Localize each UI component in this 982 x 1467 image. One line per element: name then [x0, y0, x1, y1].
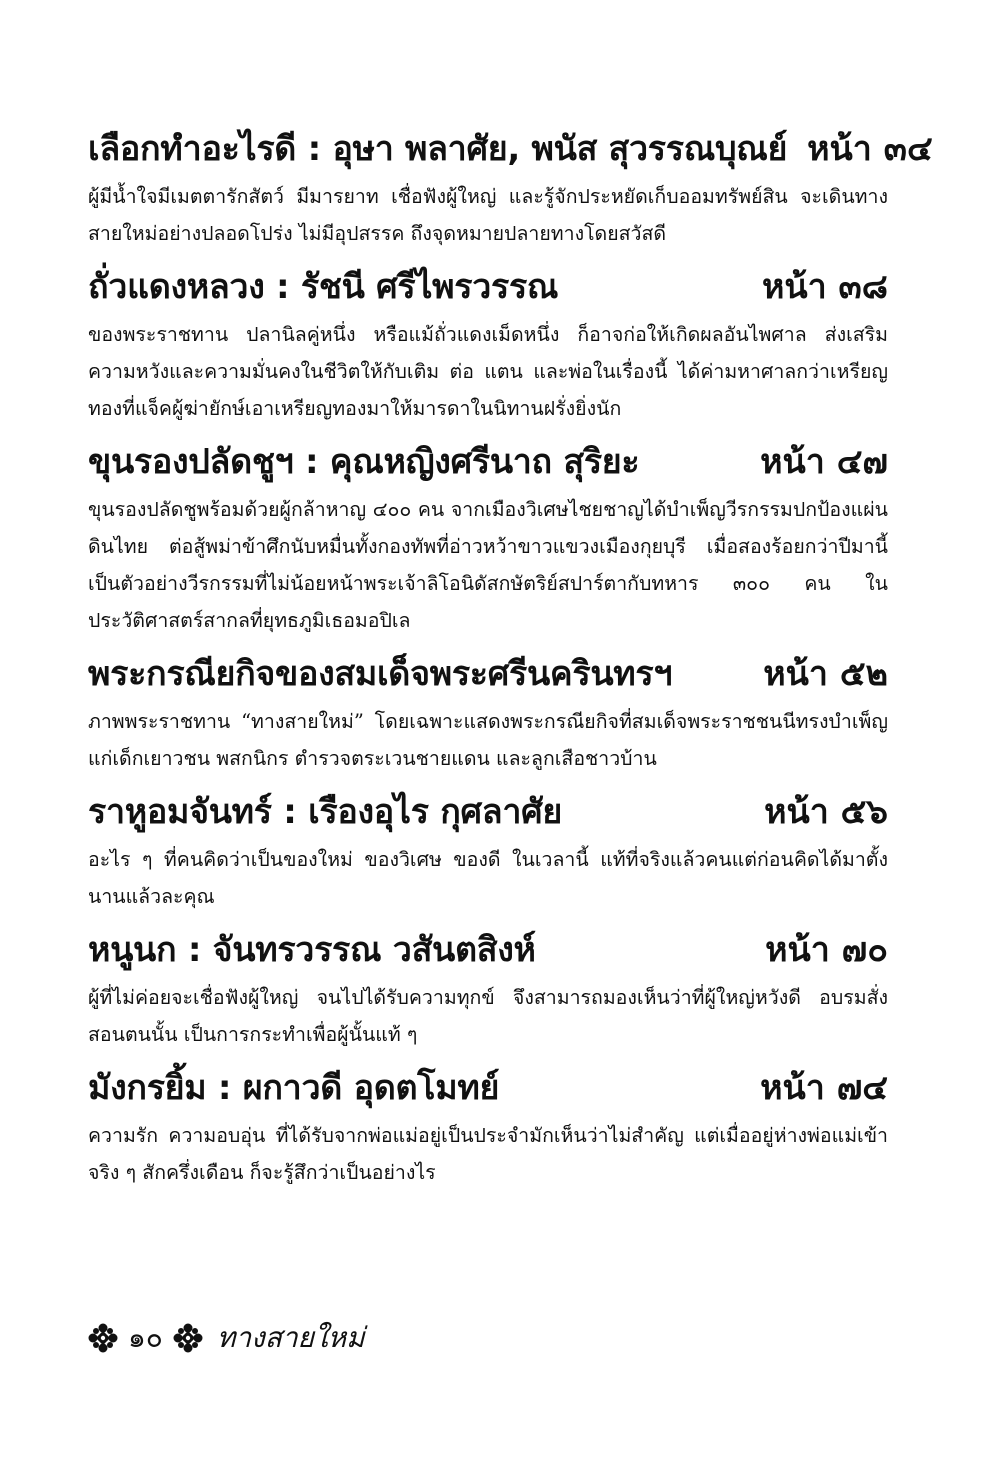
entry-heading — [88, 921, 888, 979]
entry-description: ของพระราชทาน ปลานิลคู่หนึ่ง หรือแม้ถั่วแดงเม็ดหนึ่ง ก็อาจก่อให้เกิดผลอันไพศาล ส่งเสริมความหวังและความมั่นคงในชีวิตให้กับเติม ต่อ แตน และพ่อในเรื่องนี้ ได้ค่ามหาศาลกว่าเหรียญทองที่แจ็คผู้ฆ่ายักษ์เอาเหรียญทองมาให้มารดาในนิทานฝรั่งยิ่งนัก — [88, 323, 888, 420]
entry-heading — [88, 1059, 888, 1117]
entry-page-number: หน้า ๗๔ — [760, 1068, 888, 1108]
entry-heading — [88, 783, 888, 841]
entry-title: ราหูอมจันทร์ : เรืองอุไร กุศลาศัย — [88, 792, 563, 832]
toc-entry — [88, 921, 888, 1053]
entry-page-number: หน้า ๕๒ — [763, 654, 888, 694]
entry-page-number: หน้า ๓๘ — [761, 267, 888, 307]
toc-entry — [88, 258, 888, 427]
entry-heading — [88, 258, 888, 316]
entry-title: ขุนรองปลัดชูฯ : คุณหญิงศรีนาถ สุริยะ — [88, 442, 640, 482]
entry-page-number: หน้า ๕๖ — [764, 792, 888, 832]
entry-description: ผู้ที่ไม่ค่อยจะเชื่อฟังผู้ใหญ่ จนไปได้รับความทุกข์ จึงสามารถมองเห็นว่าที่ผู้ใหญ่หวังดี อบรมสั่งสอนตนนั้น เป็นการกระทำเพื่อผู้นั้นแท้ ๆ — [88, 986, 888, 1046]
entry-heading — [88, 120, 933, 178]
toc-entry — [88, 433, 888, 639]
entry-title: เลือกทำอะไรดี : อุษา พลาศัย, พนัส สุวรรณบุณย์ — [88, 129, 788, 169]
entry-title: มังกรยิ้ม : ผกาวดี อุดตโมทย์ — [88, 1068, 500, 1108]
toc-entry — [88, 1059, 888, 1191]
entry-title: พระกรณียกิจของสมเด็จพระศรีนครินทรฯ — [88, 654, 673, 694]
footer-book-title: ทางสายใหม่ — [216, 1321, 365, 1354]
entry-title: ถั่วแดงหลวง : รัชนี ศรีไพรวรรณ — [88, 267, 559, 307]
toc-entry — [88, 645, 888, 777]
entry-description: อะไร ๆ ที่คนคิดว่าเป็นของใหม่ ของวิเศษ ของดี ในเวลานี้ แท้ที่จริงแล้วคนแต่ก่อนคิดได้มาตั้งนานแล้วละคุณ — [88, 848, 888, 908]
entry-description: ภาพพระราชทาน “ทางสายใหม่” โดยเฉพาะแสดงพระกรณียกิจที่สมเด็จพระราชชนนีทรงบำเพ็ญแก่เด็กเยาวชน พสกนิกร ตำรวจตระเวนชายแดน และลูกเสือชาวบ้าน — [88, 710, 888, 770]
entry-description: ผู้มีน้ำใจมีเมตตารักสัตว์ มีมารยาท เชื่อฟังผู้ใหญ่ และรู้จักประหยัดเก็บออมทรัพย์สิน จะเดินทางสายใหม่อย่างปลอดโปร่ง ไม่มีอุปสรรค ถึงจุดหมายปลายทางโดยสวัสดี — [88, 185, 888, 245]
entry-title: หนูนก : จันทรวรรณ วสันตสิงห์ — [88, 930, 536, 970]
toc-entry — [88, 783, 888, 915]
entry-page-number: หน้า ๗๐ — [765, 930, 888, 970]
entry-page-number: หน้า ๓๔ — [807, 129, 933, 169]
entry-heading — [88, 645, 888, 703]
entry-description: ขุนรองปลัดชูพร้อมด้วยผู้กล้าหาญ ๔๐๐ คน จากเมืองวิเศษไชยชาญได้บำเพ็ญวีรกรรมปกป้องแผ่นดินไทย ต่อสู้พม่าข้าศึกนับหมื่นทั้งกองทัพที่อ่าวหว้าขาวแขวงเมืองกุยบุรี เมื่อสองร้อยกว่าปีมานี้ เป็นตัวอย่างวีรกรรมที่ไม่น้อยหน้าพระเจ้าลิโอนิดัสกษัตริย์สปาร์ตากับทหาร ๓๐๐ คน ในประวัติศาสตร์สากลที่ยุทธภูมิเธอมอปิเล — [88, 498, 888, 632]
entry-heading — [88, 433, 888, 491]
page-footer — [88, 1316, 365, 1360]
entry-description: ความรัก ความอบอุ่น ที่ได้รับจากพ่อแม่อยู่เป็นประจำมักเห็นว่าไม่สำคัญ แต่เมื่ออยู่ห่างพ่อแม่เข้าจริง ๆ สักครึ่งเดือน ก็จะรู้สึกว่าเป็นอย่างไร — [88, 1124, 888, 1184]
flower-ornament-icon — [88, 1323, 118, 1353]
table-of-contents — [88, 120, 933, 1191]
footer-page-number: ๑๐ — [128, 1321, 163, 1354]
flower-ornament-icon — [173, 1323, 203, 1353]
entry-page-number: หน้า ๔๗ — [760, 442, 888, 482]
toc-entry — [88, 120, 933, 252]
